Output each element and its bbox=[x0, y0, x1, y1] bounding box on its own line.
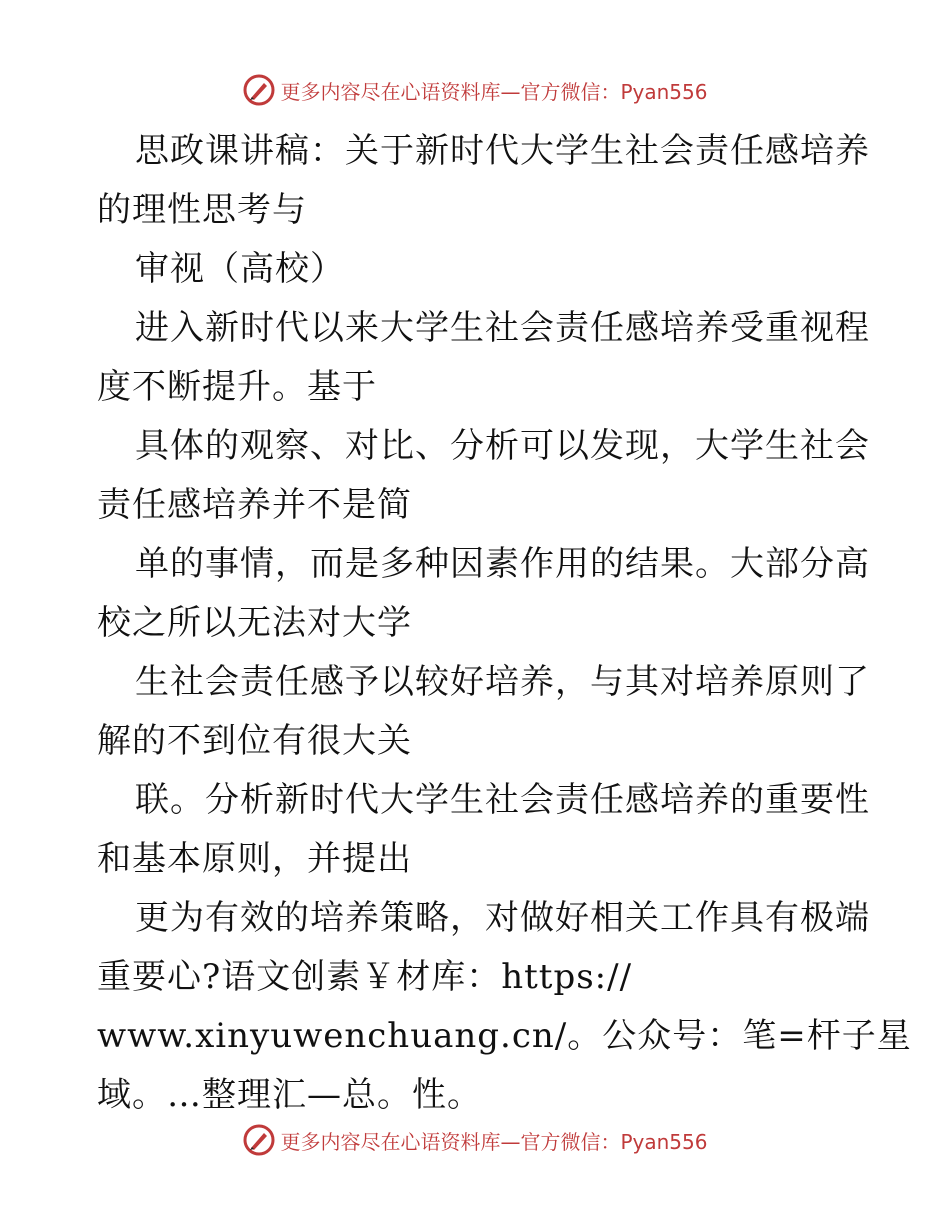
text-line: 重要心?语文创素￥材库：https:// bbox=[97, 957, 633, 997]
text-line: 联。分析新时代大学生社会责任感培养的重要性 bbox=[135, 780, 870, 820]
text-line: 的理性思考与 bbox=[97, 190, 307, 230]
text-line: 解的不到位有很大关 bbox=[97, 721, 412, 761]
text-line: www.xinyuwenchuang.cn/。公众号：笔=杆子星 bbox=[97, 1016, 912, 1056]
text-line: 责任感培养并不是简 bbox=[97, 485, 412, 525]
text-line: 具体的观察、对比、分析可以发现，大学生社会 bbox=[135, 426, 870, 466]
banner-text: 更多内容尽在心语资料库—官方微信：Pyan556 bbox=[280, 1129, 708, 1154]
text-line: 生社会责任感予以较好培养，与其对培养原则了 bbox=[135, 662, 870, 702]
pen-logo-icon bbox=[242, 73, 276, 107]
text-line: 和基本原则，并提出 bbox=[97, 839, 412, 879]
text-line: 审视（高校） bbox=[135, 249, 345, 289]
text-line: 进入新时代以来大学生社会责任感培养受重视程 bbox=[135, 308, 870, 348]
text-line: 域。…整理汇—总。性。 bbox=[97, 1075, 482, 1115]
document-body bbox=[97, 122, 912, 1125]
text-line: 思政课讲稿：关于新时代大学生社会责任感培养 bbox=[135, 131, 870, 171]
pen-logo-icon bbox=[242, 1123, 276, 1157]
text-line: 更为有效的培养策略，对做好相关工作具有极端 bbox=[135, 898, 870, 938]
banner-text: 更多内容尽在心语资料库—官方微信：Pyan556 bbox=[280, 79, 708, 104]
header-banner bbox=[0, 70, 950, 110]
footer-banner bbox=[0, 1120, 950, 1160]
text-line: 校之所以无法对大学 bbox=[97, 603, 412, 643]
text-line: 单的事情，而是多种因素作用的结果。大部分高 bbox=[135, 544, 870, 584]
text-line: 度不断提升。基于 bbox=[97, 367, 377, 407]
